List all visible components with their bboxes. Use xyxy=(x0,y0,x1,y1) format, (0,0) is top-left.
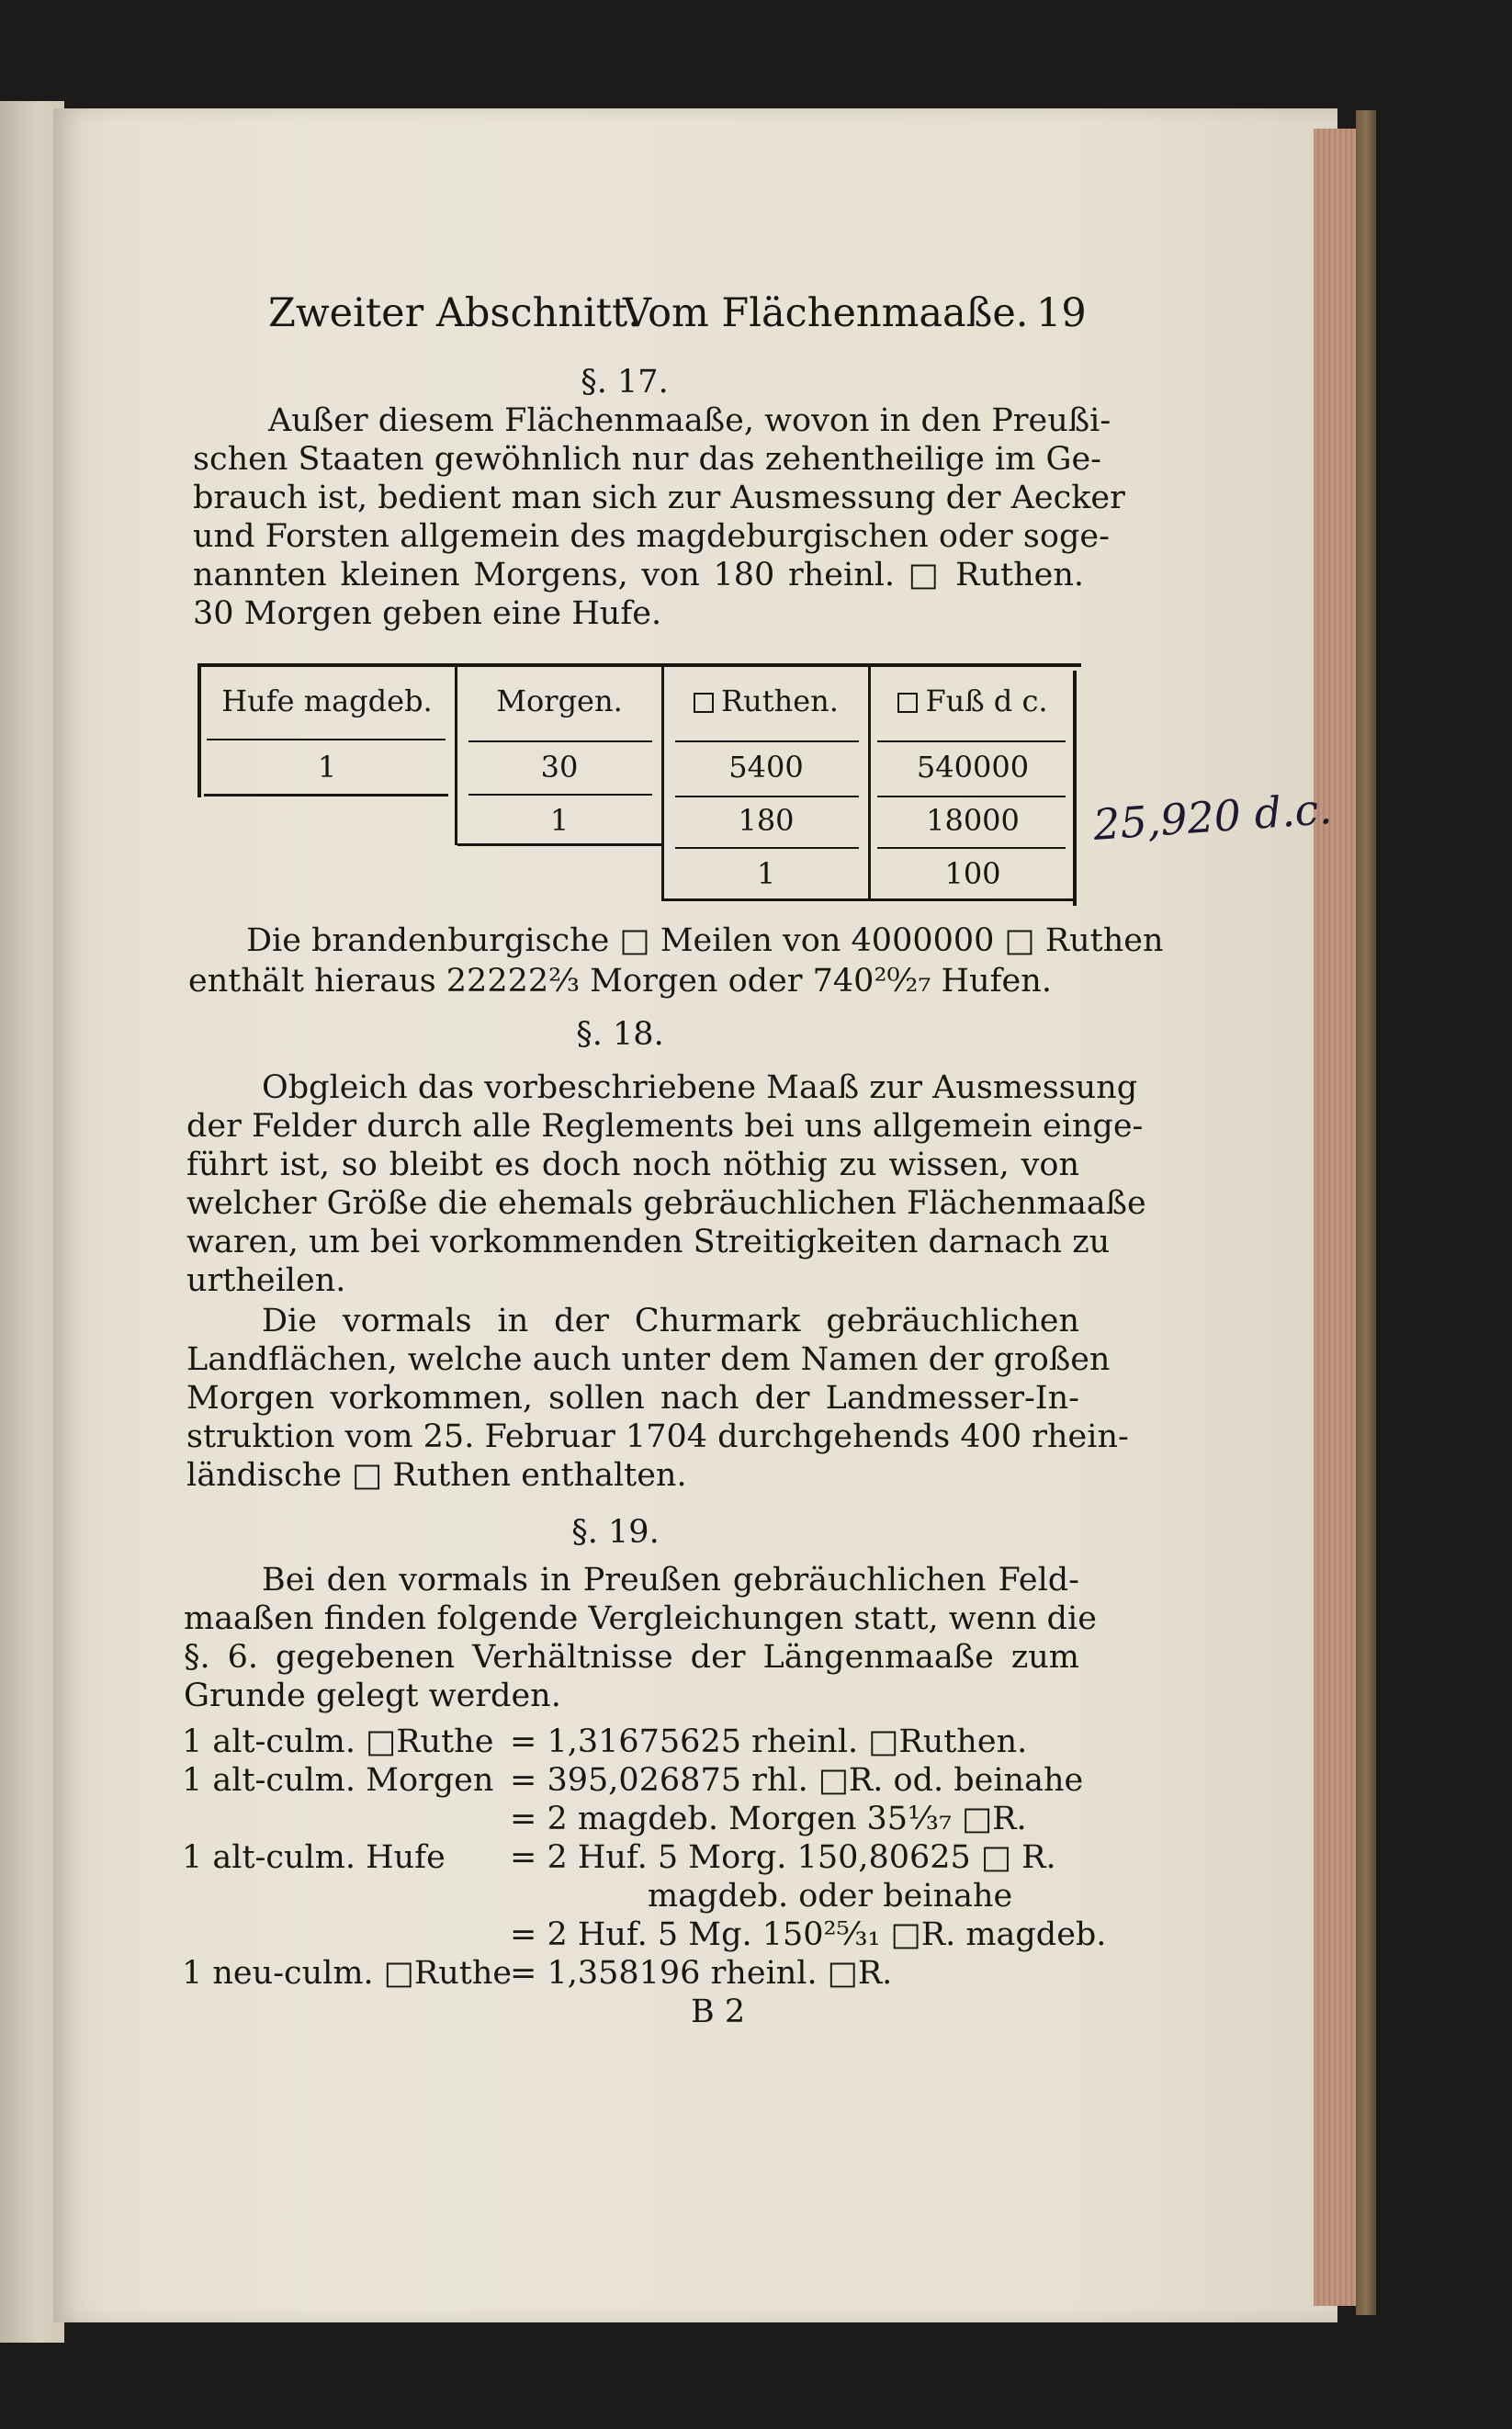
table-rule xyxy=(204,794,448,796)
equation-value: magdeb. oder beinahe xyxy=(648,1878,1013,1915)
section-18-line: Die vormals in der Churmark gebräuchlichen xyxy=(262,1303,1079,1339)
section-19-line: Grunde gelegt werden. xyxy=(184,1678,561,1714)
table-cell: 1 xyxy=(549,803,570,838)
table-rule xyxy=(661,663,664,900)
table-rule xyxy=(877,740,1066,742)
table-cell: 5400 xyxy=(728,750,804,785)
equation-value: = 395,026875 rhl. □R. od. beinahe xyxy=(510,1762,1084,1799)
section-18-line: struktion vom 25. Februar 1704 durchgehends 400 rhein- xyxy=(186,1418,1129,1455)
body-line: enthält hieraus 22222⅔ Morgen oder 740²⁰⁄₂₇ Hufen. xyxy=(188,963,1052,1000)
equation-label: 1 alt-culm. Morgen xyxy=(182,1762,494,1799)
equation-value: = 1,31675625 rheinl. □Ruthen. xyxy=(510,1723,1028,1760)
section-17-line: schen Staaten gewöhnlich nur das zehentheilige im Ge- xyxy=(193,441,1101,478)
table-bottom-rule xyxy=(661,898,1075,901)
signature-mark: B 2 xyxy=(691,1994,746,2030)
square-symbol-icon xyxy=(694,693,714,713)
page-number: 19 xyxy=(1036,290,1087,336)
table-rule xyxy=(468,794,652,796)
table-rule xyxy=(877,796,1066,797)
section-18-line: führt ist, so bleibt es doch noch nöthig zu wissen, von xyxy=(186,1147,1079,1183)
table-rule xyxy=(457,843,661,846)
table-cell: 180 xyxy=(738,803,795,838)
equation-value: = 2 Huf. 5 Morg. 150,80625 □ R. xyxy=(510,1839,1056,1876)
equation-value: = 2 magdeb. Morgen 35¹⁄₃₇ □R. xyxy=(510,1801,1027,1837)
table-cell: 18000 xyxy=(926,803,1020,838)
equation-value: = 1,358196 rheinl. □R. xyxy=(510,1955,893,1992)
table-rule xyxy=(877,847,1066,849)
book-cover-edge xyxy=(1356,110,1376,2315)
table-header: Ruthen. xyxy=(721,684,839,718)
table-header-with-square xyxy=(873,684,1073,718)
section-18-line: welcher Größe die ehemals gebräuchlichen Flächenmaaße xyxy=(186,1185,1146,1222)
table-rule xyxy=(455,663,457,845)
section-17-line: 30 Morgen geben eine Hufe. xyxy=(193,595,662,632)
section-17-heading: §. 17. xyxy=(581,364,669,401)
section-19-line: Bei den vormals in Preußen gebräuchlichen Feld- xyxy=(262,1562,1079,1599)
section-17-line: nannten kleinen Morgens, von 180 rheinl. □ Ruthen. xyxy=(193,557,1084,593)
section-18-line: waren, um bei vorkommenden Streitigkeiten darnach zu xyxy=(186,1224,1111,1260)
table-cell: 30 xyxy=(540,750,579,785)
square-symbol-icon xyxy=(897,693,918,713)
table-top-rule xyxy=(197,663,1081,667)
section-18-line: Morgen vorkommen, sollen nach der Landmesser-In- xyxy=(186,1380,1079,1417)
section-17-line: brauch ist, bedient man sich zur Ausmessung der Aecker xyxy=(193,480,1125,516)
table-rule xyxy=(675,796,859,797)
table-header: Morgen. xyxy=(496,684,623,718)
equation-label: 1 neu-culm. □Ruthe xyxy=(182,1955,513,1992)
table-header-with-square xyxy=(666,684,866,718)
table-rule xyxy=(675,740,859,742)
section-19-heading: §. 19. xyxy=(571,1514,660,1551)
table-header: Fuß d c. xyxy=(925,684,1048,718)
table-header: Hufe magdeb. xyxy=(221,684,433,718)
section-18-line: urtheilen. xyxy=(186,1262,346,1299)
table-rule xyxy=(468,740,652,742)
table-cell: 1 xyxy=(756,856,776,891)
table-cell: 1 xyxy=(317,750,337,785)
handwritten-annotation: 25,920 d.c. xyxy=(1091,783,1334,851)
equation-label: 1 alt-culm. □Ruthe xyxy=(182,1723,494,1760)
section-18-line: der Felder durch alle Reglements bei uns allgemein einge- xyxy=(186,1108,1144,1145)
section-18-line: Landflächen, welche auch unter dem Namen der großen xyxy=(186,1341,1111,1378)
table-cell: 540000 xyxy=(916,750,1030,785)
table-cell: 100 xyxy=(944,856,1001,891)
section-18-heading: §. 18. xyxy=(576,1016,664,1053)
table-left-rule xyxy=(197,663,201,797)
section-19-line: maaßen finden folgende Vergleichungen statt, wenn die xyxy=(184,1600,1097,1637)
section-19-line: §. 6. gegebenen Verhältnisse der Längenmaaße zum xyxy=(184,1639,1079,1676)
table-rule xyxy=(868,663,871,900)
section-17-line: und Forsten allgemein des magdeburgischen oder soge- xyxy=(193,518,1110,555)
equation-value: = 2 Huf. 5 Mg. 150²⁵⁄₃₁ □R. magdeb. xyxy=(510,1916,1107,1953)
body-line: Die brandenburgische □ Meilen von 4000000 □ Ruthen xyxy=(246,922,1164,959)
table-right-rule xyxy=(1073,671,1077,906)
table-rule xyxy=(207,739,446,740)
section-18-line: Obgleich das vorbeschriebene Maaß zur Ausmessung xyxy=(262,1069,1138,1106)
equation-label: 1 alt-culm. Hufe xyxy=(182,1839,446,1876)
running-head-title: Vom Flächenmaaße. xyxy=(623,290,1029,336)
section-17-line: Außer diesem Flächenmaaße, wovon in den Preußi- xyxy=(268,402,1111,439)
running-head-left: Zweiter Abschnitt. xyxy=(268,290,640,336)
table-rule xyxy=(675,847,859,849)
page-block-edge xyxy=(1314,129,1360,2306)
section-18-line: ländische □ Ruthen enthalten. xyxy=(186,1457,687,1494)
